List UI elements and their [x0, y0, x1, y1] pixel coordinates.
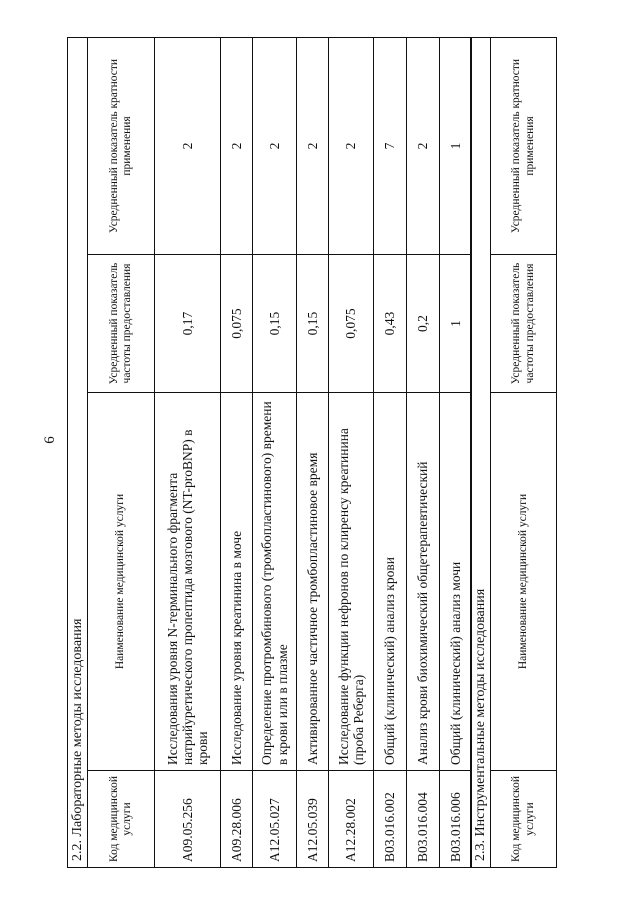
header-name: Наименование медицинской услуги — [491, 393, 557, 771]
table-row — [440, 37, 472, 867]
multiplicity-value: 7 — [374, 37, 407, 254]
service-code: A12.05.027 — [253, 771, 297, 868]
section-title-lab: 2.2. Лабораторные методы исследования — [68, 37, 88, 867]
service-code: B03.016.002 — [374, 771, 407, 868]
service-code: B03.016.004 — [407, 771, 440, 868]
table-row — [221, 37, 253, 867]
service-name: Общий (клинический) анализ мочи — [440, 393, 472, 771]
header-code: Код медицинской услуги — [491, 771, 557, 868]
service-code: A09.28.006 — [221, 771, 253, 868]
header-code: Код медицинской услуги — [88, 771, 155, 868]
rotated-page-content — [67, 38, 587, 868]
frequency-value: 0,17 — [155, 255, 221, 393]
service-name: Исследования уровня N-терминального фрагмента натрийуретического пропептида мозгового (NT-proBNP) в крови — [155, 393, 221, 771]
service-name: Активированное частичное тромбопластиновое время — [297, 393, 329, 771]
header-name: Наименование медицинской услуги — [88, 393, 155, 771]
table-row — [374, 37, 407, 867]
table-row — [155, 37, 221, 867]
table-row — [407, 37, 440, 867]
service-code: A12.28.002 — [329, 771, 374, 868]
header-multiplicity: Усредненный показатель кратности применения — [491, 37, 557, 254]
frequency-value: 0,15 — [253, 255, 297, 393]
header-frequency: Усредненный показатель частоты предоставления — [491, 255, 557, 393]
service-code: A12.05.039 — [297, 771, 329, 868]
frequency-value: 0,43 — [374, 255, 407, 393]
multiplicity-value: 2 — [329, 37, 374, 254]
multiplicity-value: 2 — [221, 37, 253, 254]
frequency-value: 0,075 — [329, 255, 374, 393]
frequency-value: 1 — [440, 255, 472, 393]
frequency-value: 0,15 — [297, 255, 329, 393]
service-name: Анализ крови биохимический общетерапевтический — [407, 393, 440, 771]
header-frequency: Усредненный показатель частоты предоставления — [88, 255, 155, 393]
section-title-instrumental: 2.3. Инструментальные методы исследования — [471, 37, 491, 867]
instrumental-methods-table — [470, 37, 557, 868]
multiplicity-value: 2 — [407, 37, 440, 254]
multiplicity-value: 2 — [297, 37, 329, 254]
frequency-value: 0,2 — [407, 255, 440, 393]
multiplicity-value: 2 — [253, 37, 297, 254]
service-name: Общий (клинический) анализ крови — [374, 393, 407, 771]
service-name: Определение протромбинового (тромбопластинового) времени в крови или в плазме — [253, 393, 297, 771]
service-code: B03.016.006 — [440, 771, 472, 868]
multiplicity-value: 1 — [440, 37, 472, 254]
service-code: A09.05.256 — [155, 771, 221, 868]
table-row — [253, 37, 297, 867]
header-multiplicity: Усредненный показатель кратности применения — [88, 37, 155, 254]
service-name: Исследование функции нефронов по клиренсу креатинина (проба Реберга) — [329, 393, 374, 771]
lab-methods-table — [67, 37, 472, 868]
frequency-value: 0,075 — [221, 255, 253, 393]
table-row — [329, 37, 374, 867]
multiplicity-value: 2 — [155, 37, 221, 254]
page-number: 6 — [42, 436, 58, 444]
table-row — [297, 37, 329, 867]
service-name: Исследование уровня креатинина в моче — [221, 393, 253, 771]
